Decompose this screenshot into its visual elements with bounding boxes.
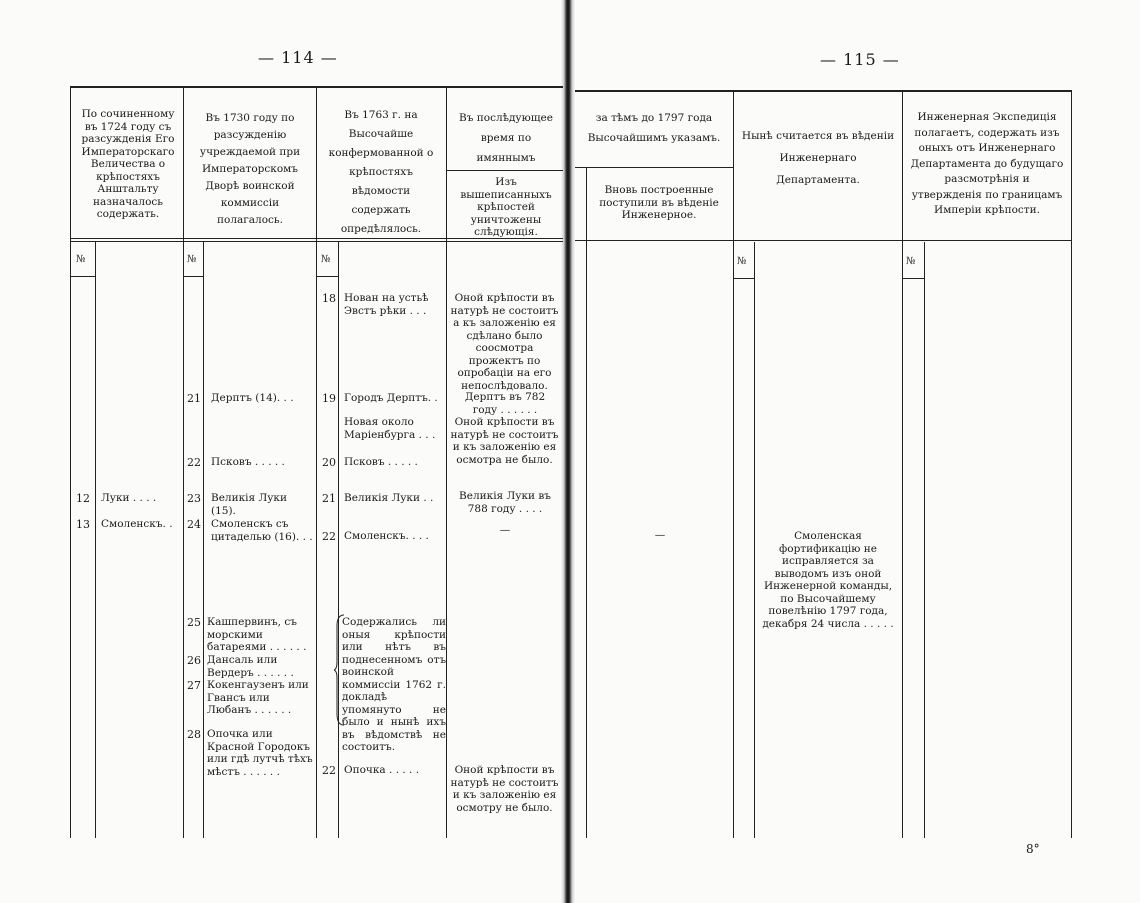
entry-number: 27 — [187, 679, 201, 692]
number-sign-7: № — [906, 256, 916, 267]
destroyed-note: Великія Луки въ 788 году . . . . — [459, 490, 551, 515]
header-col-current: Нынѣ считается въ вѣденіи Инженернаго Департамента. — [741, 130, 895, 186]
dash-mark: — — [499, 524, 511, 536]
num-subcol-7 — [924, 242, 925, 838]
fortress-name: Дерптъ (14). . . — [211, 392, 294, 404]
col-border-6 — [733, 90, 734, 838]
col5-split-rule — [575, 167, 733, 168]
entry-number: 24 — [187, 518, 201, 531]
page-number-left: — 114 — — [258, 48, 338, 67]
header-col-1724: По сочиненному въ 1724 году съ разсужденія Его Императорскаго Величества о крѣпостяхъ Анштальту назначалось содержать. — [81, 108, 175, 220]
destroyed-note: Оной крѣпости въ натурѣ не состоитъ и къ заложенію ея осмотра не было. — [450, 416, 559, 466]
entry-number: 25 — [187, 616, 201, 629]
entry-number: 21 — [187, 392, 201, 405]
col-border-3 — [316, 86, 317, 838]
num-subcol-2 — [203, 242, 204, 838]
entry-number: 19 — [322, 392, 336, 405]
num-underline-3 — [316, 276, 338, 277]
page-number-right: — 115 — — [820, 50, 900, 69]
header-col-destroyed: Изъ вышеписанныхъ крѣпостей уничтожены слѣдующія. — [460, 176, 552, 238]
entry-number: 28 — [187, 728, 201, 741]
col5-inner-border — [586, 167, 587, 838]
col-border-1 — [70, 86, 71, 838]
entry-number: 26 — [187, 654, 201, 667]
num-subcol-3 — [338, 242, 339, 838]
header-col-newly-built: Вновь построенные поступили въ вѣденіе Инженерное. — [599, 184, 719, 221]
fortress-name: Новая около Маріенбурга . . . — [344, 416, 436, 441]
col-border-4 — [446, 86, 447, 838]
destroyed-note: Дерптъ въ 782 году . . . . . . — [464, 391, 546, 416]
fortress-name: Великія Луки (15). — [211, 492, 287, 517]
col-border-8 — [1071, 90, 1072, 838]
header-col-proposal: Инженерная Экспедиція полагаетъ, содержать изъ оныхъ отъ Инженернаго Департамента до будущаго разсмотрѣнія и утвержденія по границамъ Имперіи крѣпости. — [910, 111, 1064, 216]
header-col-until-1797: за тѣмъ до 1797 года Высочайшимъ указамъ. — [587, 112, 721, 144]
entry-number: 23 — [187, 492, 201, 505]
header-col-later: Въ послѣдующее время по имяннымъ — [459, 112, 553, 164]
bracket-note: Содержались ли оныя крѣпости или нѣтъ въ поднесенномъ отъ воинской коммиссіи 1762 г. докладѣ упомянуто не было и нынѣ ихъ въ вѣдомствѣ не состоитъ. — [342, 616, 446, 753]
num-underline-6 — [733, 278, 754, 279]
fortress-name: Городъ Дерптъ. . — [344, 392, 438, 404]
number-sign-2: № — [187, 254, 197, 265]
entry-number: 18 — [322, 292, 336, 305]
header-col-1763: Въ 1763 г. на Высочайше конфермованной о крѣпостяхъ вѣдомости содержать опредѣлялось. — [328, 109, 434, 235]
fortress-name: Кашпервинъ, съ морскими батареями . . . . . . — [207, 616, 307, 653]
fortress-name: Кокенгаузенъ или Гвансъ или Любанъ . . . . . . — [207, 679, 309, 716]
table-top-rule-right — [575, 90, 1072, 92]
entry-number: 20 — [322, 456, 336, 469]
entry-number: 13 — [76, 518, 90, 531]
col-border-7 — [902, 90, 903, 838]
printer-signature: 8° — [1026, 842, 1040, 856]
fortress-name: Луки . . . . — [101, 492, 157, 504]
book-spine — [561, 0, 575, 903]
fortress-name: Опочка или Красной Городокъ или гдѣ лутчѣ тѣхъ мѣстъ . . . . . . — [207, 728, 313, 778]
destroyed-note: Оной крѣпости въ натурѣ не состоитъ и къ заложенію ея осмотру не было. — [450, 764, 559, 814]
number-sign-6: № — [737, 256, 747, 267]
fortress-name: Дансаль или Вердеръ . . . . . . — [207, 654, 294, 679]
col-border-2 — [183, 86, 184, 838]
fortress-name: Нован на устьѣ Эвстъ рѣки . . . — [344, 292, 429, 317]
num-subcol-6 — [754, 242, 755, 838]
fortress-name: Псковъ . . . . . — [211, 456, 285, 468]
num-underline-1 — [70, 276, 95, 277]
entry-number: 21 — [322, 492, 336, 505]
dash-mark: — — [654, 529, 666, 541]
number-sign-3: № — [321, 254, 331, 265]
fortress-name: Смоленскъ. . — [101, 518, 173, 530]
fortress-name: Великія Луки . . — [344, 492, 434, 504]
fortress-name: Смоленскъ. . . . — [344, 530, 429, 542]
current-note: Смоленская фортификацію не исправляется за выводомъ изъ оной Инженерной команды, по Высочайшему повелѣнію 1797 года, декабря 24 числа . . . . . — [762, 530, 894, 630]
num-subcol-1 — [95, 242, 96, 838]
entry-number: 22 — [322, 530, 336, 543]
num-underline-7 — [902, 278, 924, 279]
number-sign-1: № — [76, 254, 86, 265]
col4-split-rule — [446, 170, 563, 171]
entry-number: 22 — [322, 764, 336, 777]
header-col-1730: Въ 1730 году по разсужденію учреждаемой при Императорскомъ Дворѣ воинской коммиссіи полагалось. — [199, 112, 301, 226]
num-underline-2 — [183, 276, 203, 277]
header-bottom-rule-right — [575, 240, 1072, 241]
fortress-name: Опочка . . . . . — [344, 764, 420, 776]
entry-number: 12 — [76, 492, 90, 505]
fortress-name: Смоленскъ съ цитаделью (16). . . — [211, 518, 313, 543]
fortress-name: Псковъ . . . . . — [344, 456, 418, 468]
destroyed-note: Оной крѣпости въ натурѣ не состоитъ а къ заложенію ея сдѣлано было соосмотра прожектъ по опробаціи на его непослѣдовало. — [450, 292, 559, 392]
entry-number: 22 — [187, 456, 201, 469]
